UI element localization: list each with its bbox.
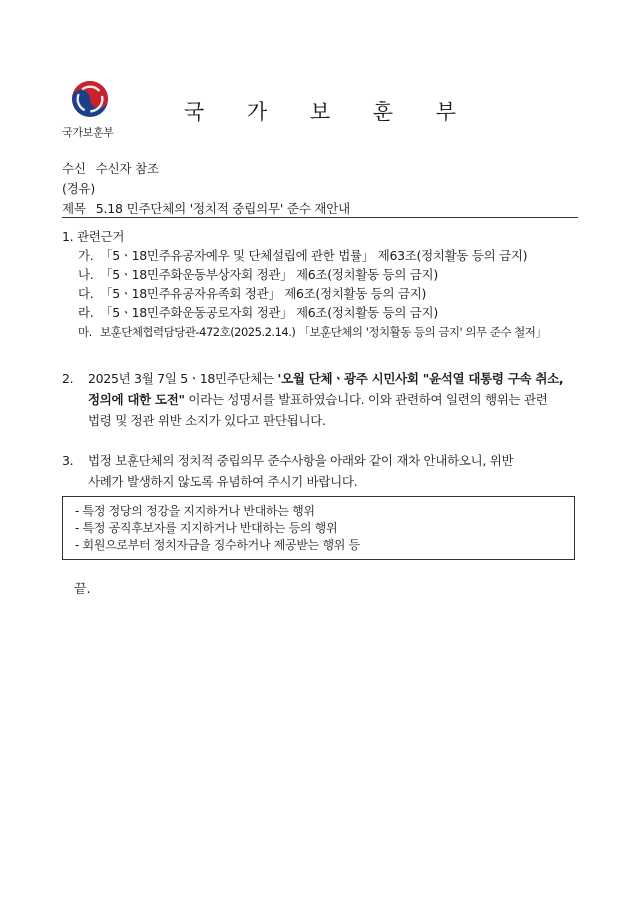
subject-line: [62, 200, 350, 218]
prohibited-act-item: - 회원으로부터 정치자금을 징수하거나 제공받는 행위 등: [75, 538, 360, 552]
section3-paragraph: 3. 법정 보훈단체의 정치적 중립의무 준수사항을 아래와 같이 재차 안내하오니, 위반 사례가 발생하지 않도록 유념하여 주시기 바랍니다.: [62, 450, 582, 492]
recipient-value: 수신자 참조: [95, 161, 159, 176]
closing-mark: 끝.: [74, 582, 91, 597]
section3-number: 3.: [62, 453, 74, 468]
basis-item: 다. 「5ㆍ18민주유공자유족회 정관」 제6조(정치활동 등의 금지): [78, 286, 427, 301]
basis-item: 나. 「5ㆍ18민주화운동부상자회 정관」 제6조(정치활동 등의 금지): [78, 267, 438, 282]
basis-item: 마. 보훈단체협력담당관-472호(2025.2.14.) 「보훈단체의 '정치활동 등의 금지' 의무 준수 철저」: [78, 325, 547, 339]
recipient-label: 수신: [62, 161, 86, 176]
recipient-line: [62, 160, 159, 178]
subject-label: 제목: [62, 201, 86, 216]
via-line: (경유): [62, 181, 96, 196]
section2-number: 2.: [62, 371, 74, 386]
prohibited-act-item: - 특정 공직후보자를 지지하거나 반대하는 등의 행위: [75, 521, 338, 535]
document-title: 국 가 보 훈 부: [183, 100, 475, 124]
quoted-statement-end: 정의에 대한 도전": [88, 392, 185, 407]
quoted-statement: '오월 단체ㆍ광주 시민사회 "윤석열 대통령 구속 취소,: [277, 371, 564, 386]
section1-heading: 1. 관련근거: [62, 229, 125, 244]
subject-value: 5.18 민주단체의 '정치적 중립의무' 준수 재안내: [95, 201, 351, 216]
basis-item: 가. 「5ㆍ18민주유공자예우 및 단체설립에 관한 법률」 제63조(정치활동 등의 금지): [78, 248, 528, 263]
org-name: 국가보훈부: [62, 126, 114, 139]
basis-item: 라. 「5ㆍ18민주화운동공로자회 정관」 제6조(정치활동 등의 금지): [78, 305, 438, 320]
header-divider: [62, 217, 578, 218]
prohibited-act-item: - 특정 정당의 정강을 지지하거나 반대하는 행위: [75, 504, 315, 518]
section2-paragraph: 2. 2025년 3월 7일 5ㆍ18민주단체는 '오월 단체ㆍ광주 시민사회 "윤석열 대통령 구속 취소, 정의에 대한 도전" 이라는 성명서를 발표하였습니다. 이와 관련하여 일련의 행위는 관련 법령 및 정관 위반 소지가 있다고 판단됩니다.: [62, 368, 582, 431]
prohibited-acts-box: [62, 496, 575, 560]
